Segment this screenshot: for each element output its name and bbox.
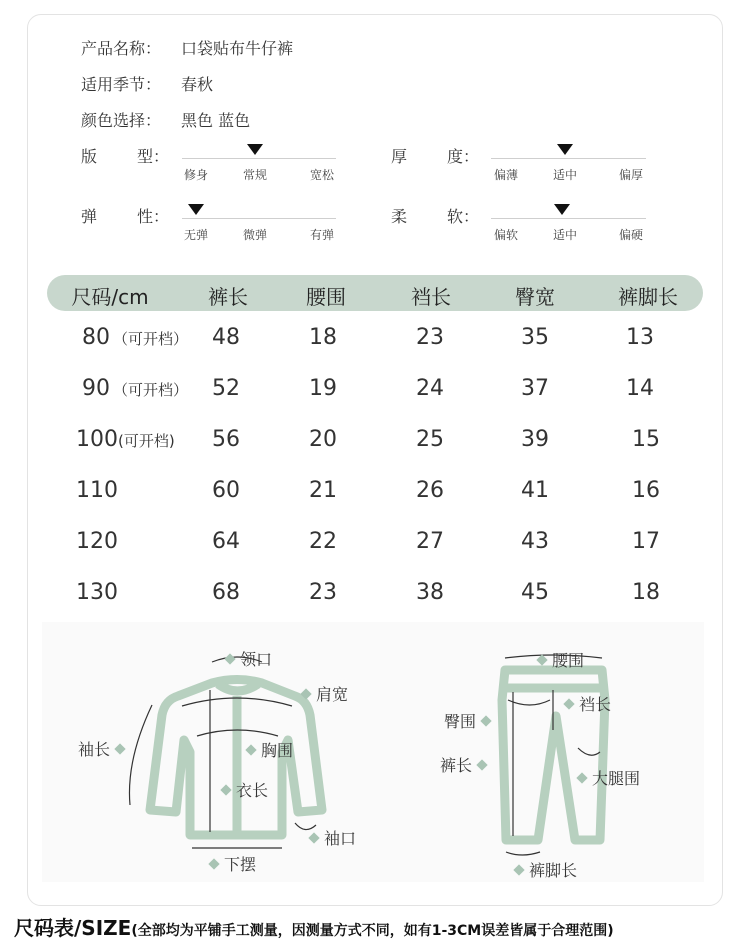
scale-tick: 适中: [552, 228, 578, 242]
info-value: 口袋贴布牛仔裤: [181, 39, 294, 58]
cell: 24: [416, 376, 444, 401]
cell: 16: [632, 478, 660, 503]
label-chest: 胸围: [241, 738, 293, 761]
scale-tick: 有弹: [309, 228, 335, 242]
marker-icon: [300, 688, 311, 699]
label-leg-opening: 裤脚长: [509, 858, 577, 881]
cell: 52: [212, 376, 240, 401]
scale-tick: 修身: [183, 168, 209, 182]
marker-icon: [476, 759, 487, 770]
cell: 27: [416, 529, 444, 554]
header-leg-opening: 裤脚长: [618, 285, 678, 309]
label-length: 衣长: [216, 778, 268, 801]
label-rise: 裆长: [559, 692, 611, 715]
marker-icon: [563, 698, 574, 709]
cell: 26: [416, 478, 444, 503]
label-collar: 领口: [220, 647, 272, 670]
size-cell: 80 （可开档）: [82, 325, 189, 350]
marker-icon: [576, 772, 587, 783]
marker-icon: [114, 743, 125, 754]
header-waist: 腰围: [306, 285, 346, 309]
scale-tick: 适中: [552, 168, 578, 182]
marker-icon: [208, 858, 219, 869]
cell: 48: [212, 325, 240, 350]
scale-label-thickness: 厚 度：: [391, 147, 480, 166]
cell: 20: [309, 427, 337, 452]
label-hem: 下摆: [204, 852, 256, 875]
cell: 19: [309, 376, 337, 401]
header-hip: 臀宽: [515, 285, 555, 309]
size-cell: 110: [76, 478, 118, 503]
cell: 15: [632, 427, 660, 452]
scale-label-softness: 柔 软：: [391, 207, 480, 226]
footer-note: (全部均为平铺手工测量，因测量方式不同，如有1-3CM误差皆属于合理范围): [131, 923, 614, 939]
scale-tick: 偏薄: [493, 168, 519, 182]
scale-tick: 无弹: [183, 228, 209, 242]
cell: 22: [309, 529, 337, 554]
cell: 37: [521, 376, 549, 401]
marker-icon: [480, 715, 491, 726]
cell: 39: [521, 427, 549, 452]
scale-label-fit: 版 型：: [81, 147, 170, 166]
scale-tick: 偏软: [493, 228, 519, 242]
cell: 43: [521, 529, 549, 554]
scale-tick: 偏厚: [618, 168, 644, 182]
cell: 60: [212, 478, 240, 503]
cell: 13: [626, 325, 654, 350]
header-size: 尺码/cm: [71, 285, 149, 309]
cell: 25: [416, 427, 444, 452]
info-key: 适用季节：: [81, 75, 162, 94]
info-value: 春秋: [181, 75, 214, 94]
cell: 56: [212, 427, 240, 452]
cell: 45: [521, 580, 549, 605]
scale-tick: 常规: [242, 168, 268, 182]
header-pant-length: 裤长: [208, 285, 248, 309]
cell: 23: [416, 325, 444, 350]
label-cuff: 袖口: [304, 826, 356, 849]
info-value: 黑色 蓝色: [181, 111, 251, 130]
header-rise: 裆长: [411, 285, 451, 309]
label-sleeve: 袖长: [78, 737, 130, 760]
cell: 17: [632, 529, 660, 554]
marker-icon: [224, 653, 235, 664]
cell: 35: [521, 325, 549, 350]
footer-caption: [14, 912, 614, 941]
cell: 38: [416, 580, 444, 605]
label-thigh: 大腿围: [572, 766, 640, 789]
label-pant-length: 裤长: [440, 753, 492, 776]
info-key: 产品名称：: [81, 39, 162, 58]
cell: 18: [632, 580, 660, 605]
scale-label-stretch: 弹 性：: [81, 207, 170, 226]
size-cell: 130: [76, 580, 118, 605]
marker-icon: [220, 784, 231, 795]
cell: 21: [309, 478, 337, 503]
size-cell: 90 （可开档）: [82, 376, 189, 401]
cell: 23: [309, 580, 337, 605]
label-hip: 臀围: [444, 709, 496, 732]
cell: 68: [212, 580, 240, 605]
cell: 14: [626, 376, 654, 401]
cell: 64: [212, 529, 240, 554]
scale-tick: 偏硬: [618, 228, 644, 242]
label-waist: 腰围: [532, 648, 584, 671]
marker-icon: [308, 832, 319, 843]
cell: 41: [521, 478, 549, 503]
label-shoulder: 肩宽: [296, 682, 348, 705]
info-key: 颜色选择：: [81, 111, 162, 130]
scale-tick: 微弹: [242, 228, 268, 242]
cell: 18: [309, 325, 337, 350]
marker-icon: [536, 654, 547, 665]
size-cell: 120: [76, 529, 118, 554]
marker-icon: [245, 744, 256, 755]
footer-title: 尺码表/SIZE: [14, 916, 132, 940]
size-cell: 100(可开档): [76, 427, 175, 452]
scale-tick: 宽松: [309, 168, 335, 182]
marker-icon: [513, 864, 524, 875]
